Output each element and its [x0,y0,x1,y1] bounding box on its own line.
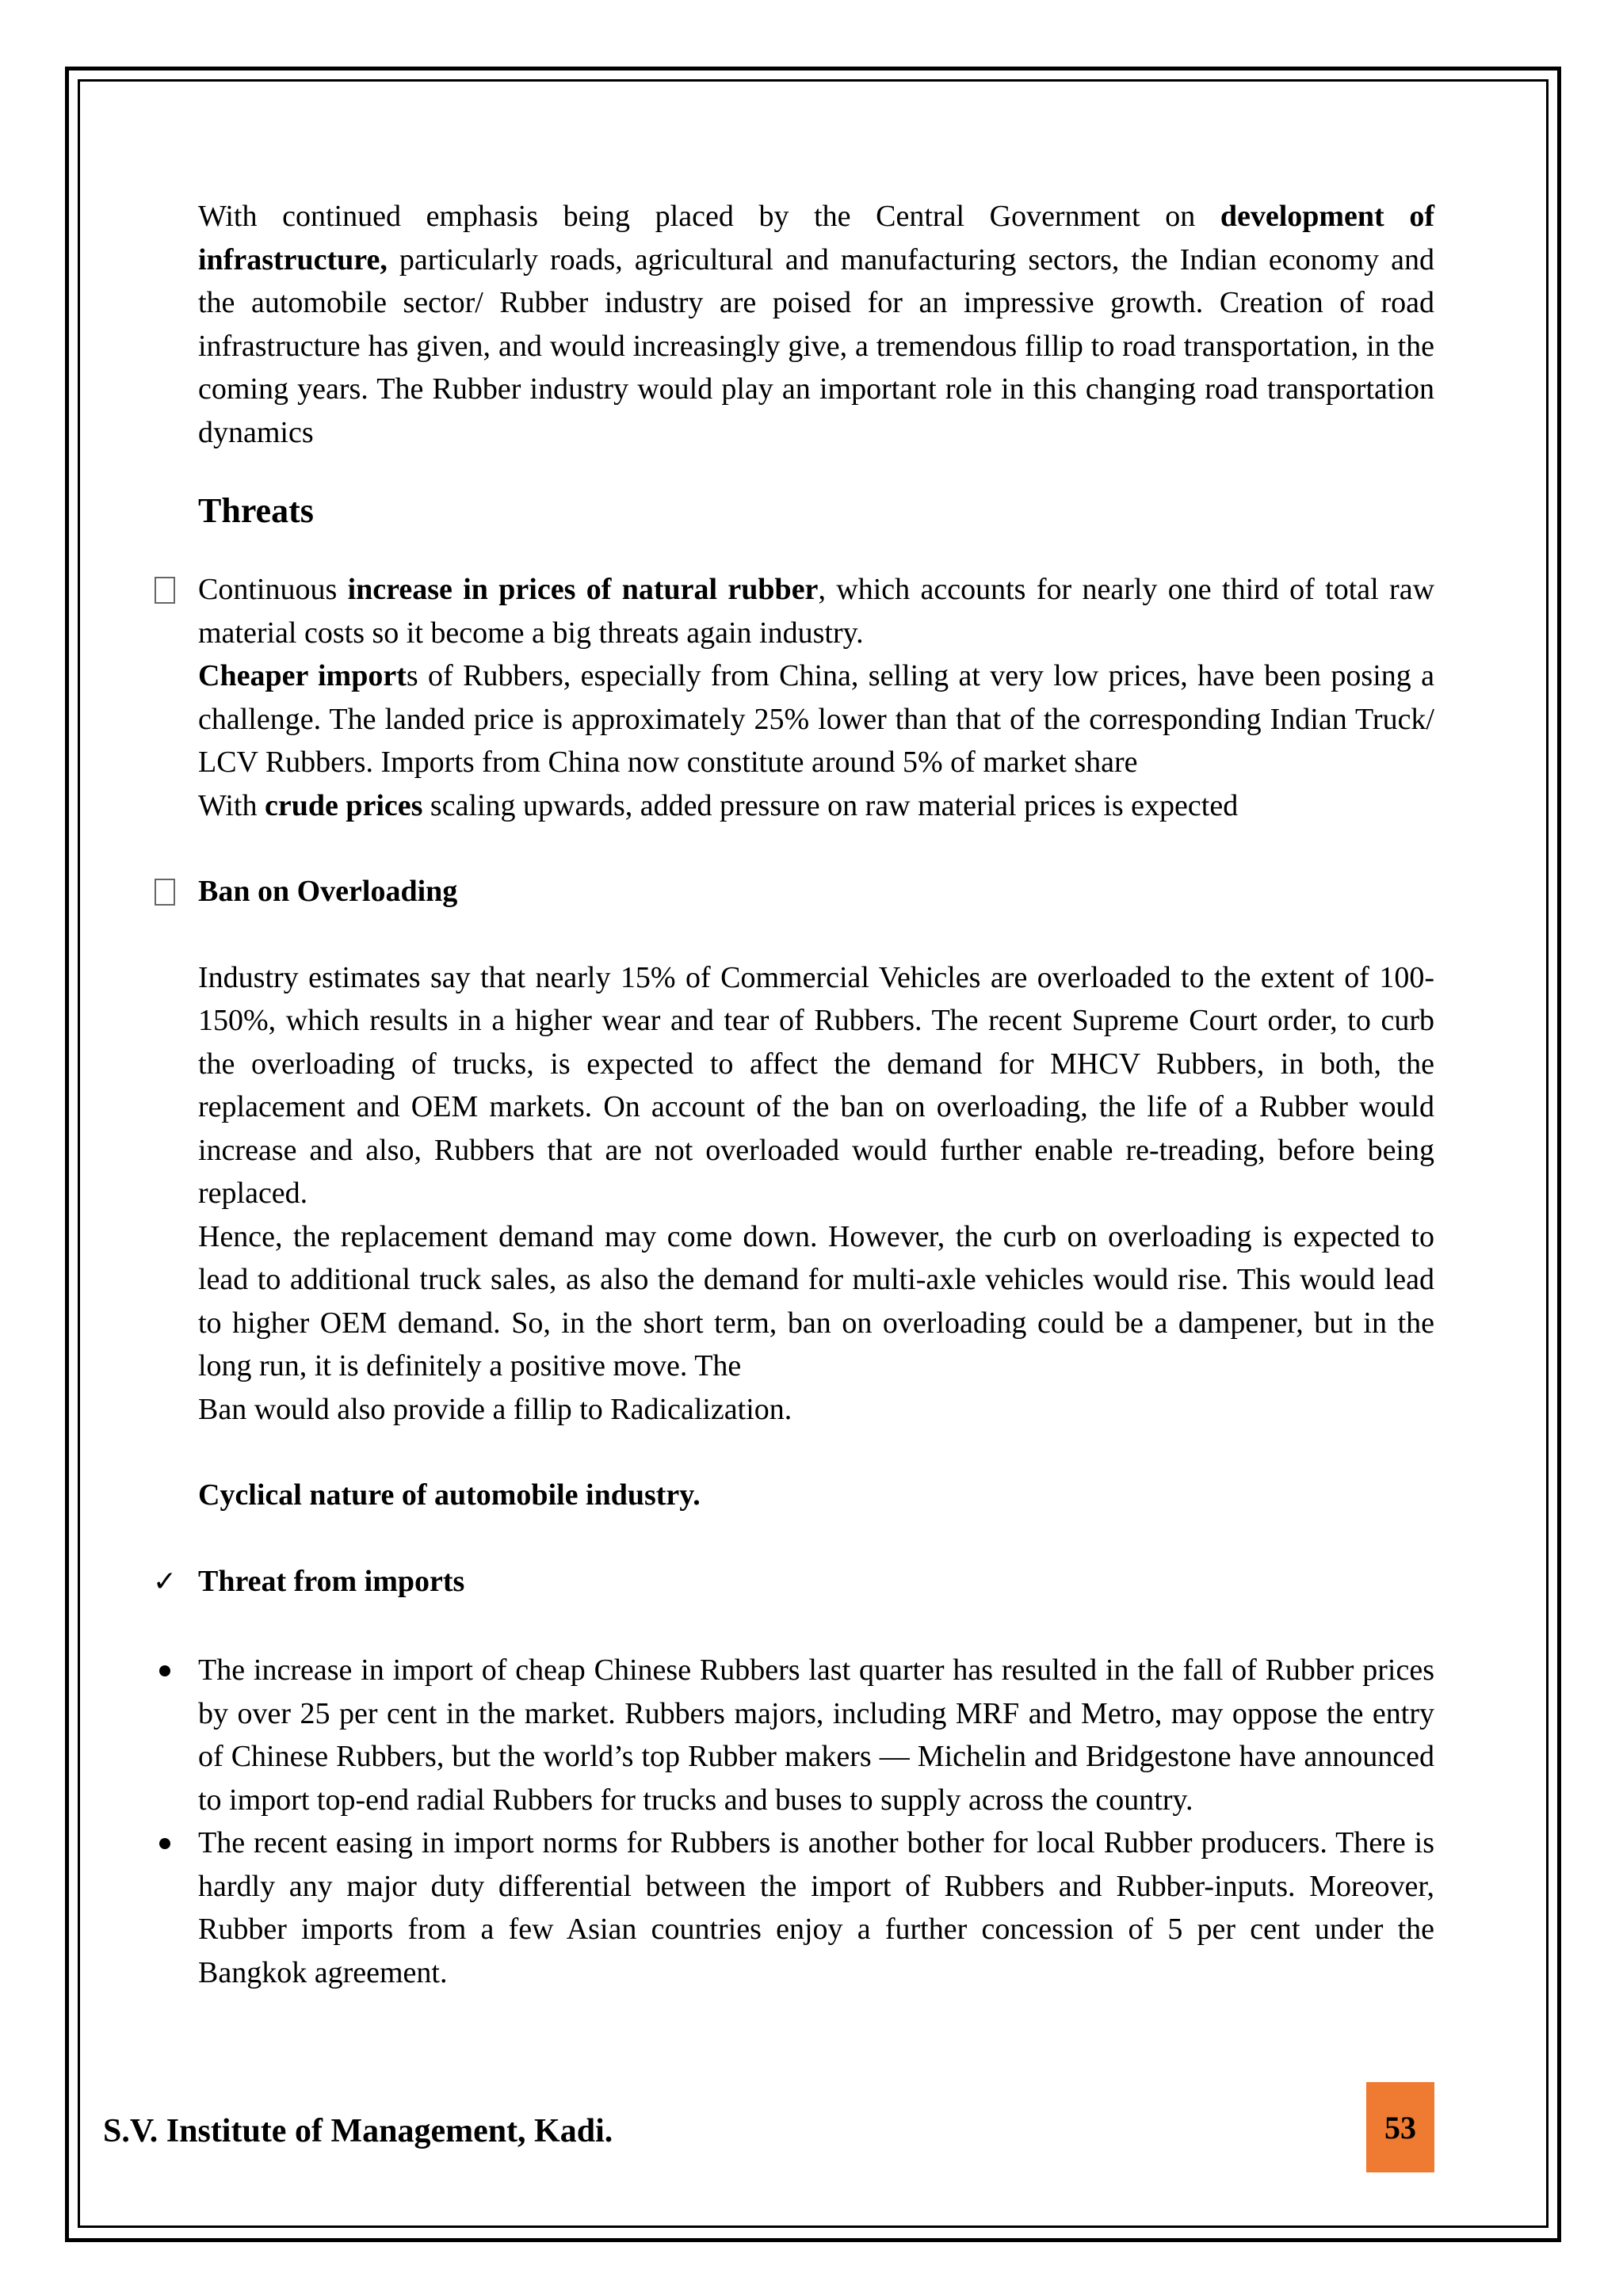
intro-paragraph: With continued emphasis being placed by the Central Government on development of infrastructure, particularly roads, agricultural and manufacturing sectors, the Indian economy and the automobile sector/ Rubber industry are poised for an impressive growth. Creation of road infrastructure has given, and would increasingly give, a tremendous fillip to road transportation, in the coming years. The Rubber industry would play an important role in this changing road transportation dynamics [198,200,1434,449]
bullet-icon [149,1821,181,1865]
bullet-text-1: The increase in import of cheap Chinese Rubbers last quarter has resulted in the fall of Rubber prices by over 25 per cent in the market. Rubbers majors, including MRF and Metro, may oppose the entry of Chinese Rubbers, but the world’s top Rubber makers — Michelin and Bridgestone have announced to import top-end radial Rubbers for trucks and buses to supply across the country. [198,1653,1434,1817]
ban-overloading-item [198,870,1434,913]
cheaper-imports-paragraph: Cheaper imports of Rubbers, especially from China, selling at very low prices, have been posing a challenge. The landed price is approximately 25% lower than that of the corresponding Indian Truck/ LCV Rubbers. Imports from China now constitute around 5% of market share [198,659,1434,779]
threat-natural-rubber-item [198,568,1434,654]
missing-glyph-bullet-icon [149,568,181,612]
list-item [198,1821,1434,1994]
threats-heading: Threats [198,491,314,530]
page-number-badge: 53 [1366,2082,1434,2172]
bullet-text-2: The recent easing in import norms for Rubbers is another bother for local Rubber producers. There is hardly any major duty differential between the import of Rubbers and Rubber-inputs. Moreover, Rubber imports from a few Asian countries enjoy a further concession of 5 per cent under the Bangkok agreement. [198,1826,1434,1989]
ban-paragraph-2: Hence, the replacement demand may come down. However, the curb on overloading is expected to lead to additional truck sales, as also the demand for multi-axle vehicles would rise. This would lead to higher OEM demand. So, in the short term, ban on overloading could be a dampener, but in the long run, it is definitely a positive move. The [198,1219,1434,1383]
cyclical-heading: Cyclical nature of automobile industry. [198,1478,701,1512]
bullet-icon [149,1649,181,1692]
list-item [198,1649,1434,1821]
crude-prices-paragraph: With crude prices scaling upwards, added pressure on raw material prices is expected [198,788,1239,822]
threat-imports-item [152,1560,1434,1604]
footer-institute: S.V. Institute of Management, Kadi. [103,2113,613,2149]
checkmark-icon: ✓ [152,1565,178,1597]
ban-paragraph-1: Industry estimates say that nearly 15% of Commercial Vehicles are overloaded to the extent of 100-150%, which results in a higher wear and tear of Rubbers. The recent Supreme Court order, to curb the overloading of trucks, is expected to affect the demand for MHCV Rubbers, in both, the replacement and OEM markets. On account of the ban on overloading, the life of a Rubber would increase and also, Rubbers that are not overloaded would further enable re-treading, before being replaced. [198,960,1434,1210]
ban-paragraph-3: Ban would also provide a fillip to Radicalization. [198,1392,792,1426]
missing-glyph-bullet-icon [149,870,181,913]
threat-natural-rubber-text: Continuous increase in prices of natural rubber, which accounts for nearly one third of total raw material costs so it become a big threats again industry. [198,573,1435,650]
threat-imports-heading: Threat from imports [198,1564,465,1598]
page-content [152,195,1435,1994]
ban-overloading-heading: Ban on Overloading [198,875,458,908]
